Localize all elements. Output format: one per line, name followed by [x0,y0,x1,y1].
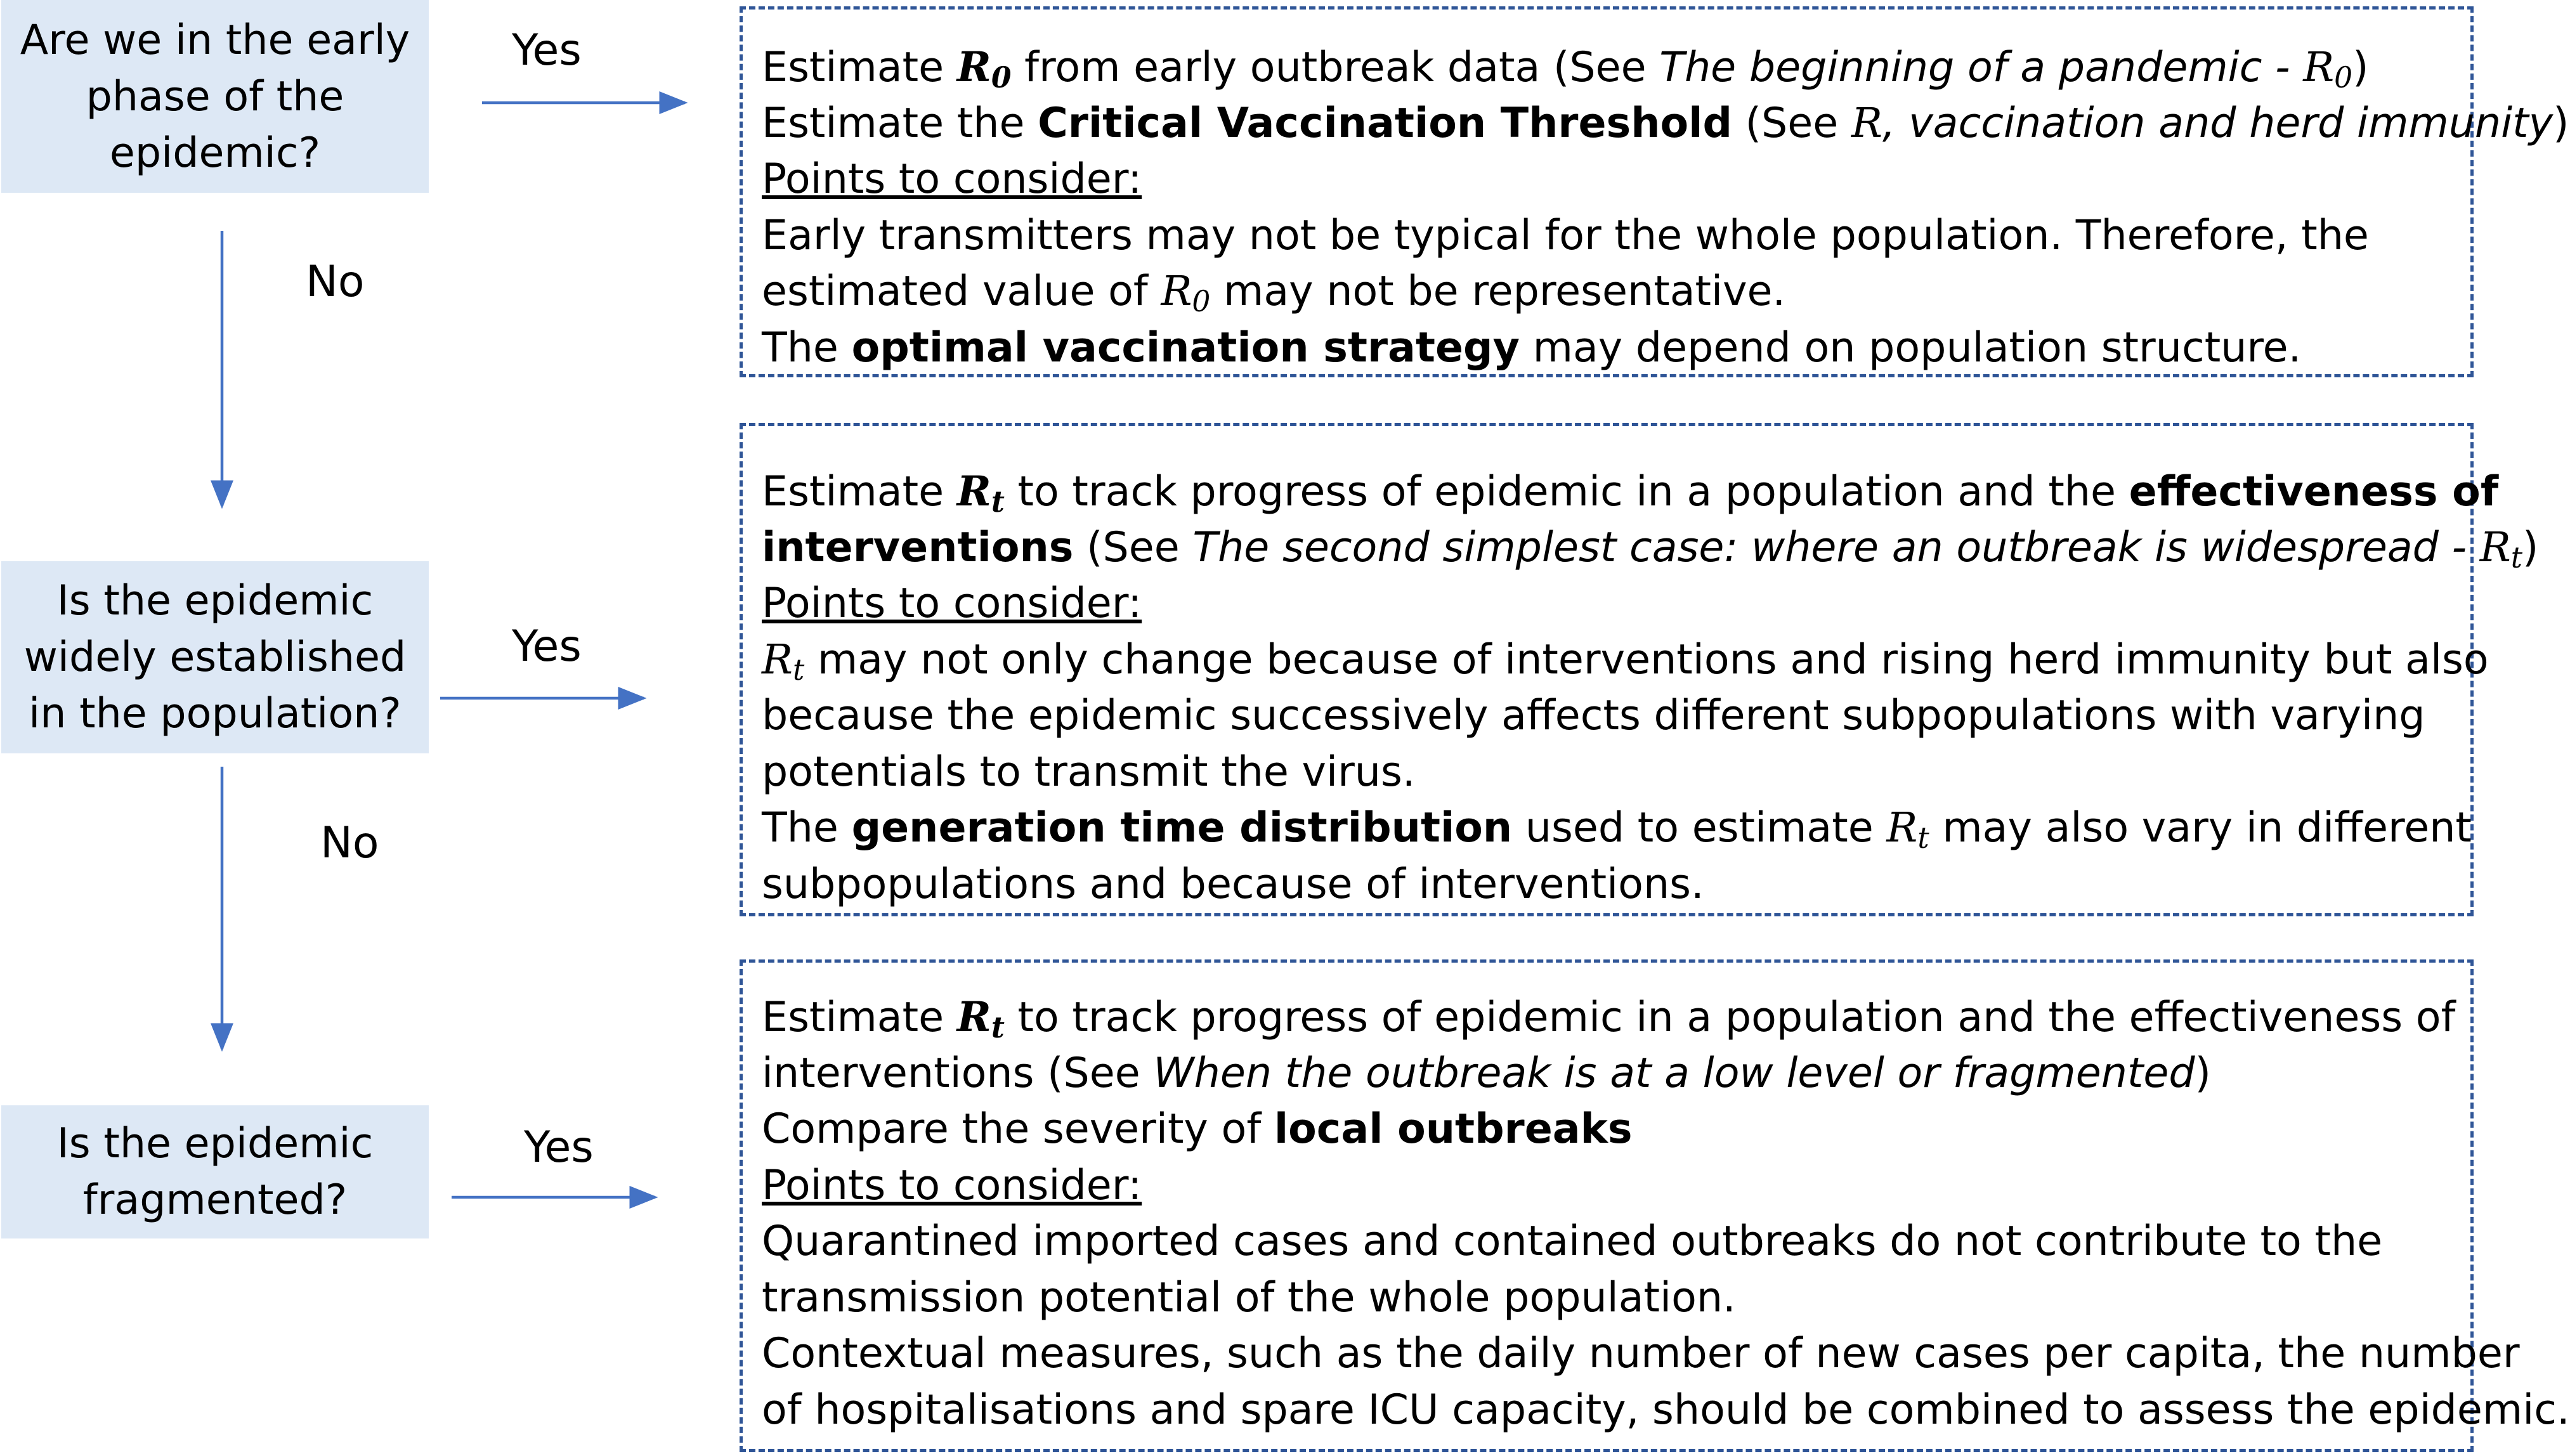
box1-cvt-estimate: Estimate the Critical Vaccination Threshold (See R, vaccination and herd immunity) [762,99,2569,147]
box3-rt-estimate: interventions (See When the outbreak is at a low level or fragmented) [762,1049,2211,1097]
box2-point-line: The generation time distribution used to estimate $R_t$ may also vary in different [762,804,2472,855]
no-label-2: No [320,818,379,868]
no-label-1: No [306,257,365,307]
box3-point-line: transmission potential of the whole population. [762,1273,1736,1322]
box3-rt-estimate: Estimate $R_t$ to track progress of epidemic in a population and the effectiveness of [762,993,2456,1044]
box2-point-line: subpopulations and because of interventions. [762,860,1704,908]
box1-point-line: Early transmitters may not be typical for the whole population. Therefore, the [762,211,2369,259]
box2-point-line: because the epidemic successively affects different subpopulations with varying [762,692,2425,739]
box2-point-line: potentials to transmit the virus. [762,748,1416,796]
info-box-fragmented [740,959,2570,1452]
box1-point-line: estimated value of $R_0$ may not be representative. [762,268,1786,318]
box3-point-line: Contextual measures, such as the daily number of new cases per capita, the number [762,1330,2520,1377]
yes-label-3: Yes [524,1122,594,1173]
box3-compare-severity: Compare the severity of local outbreaks [762,1105,1633,1153]
box1-r0-estimate: Estimate $R_0$ from early outbreak data (See The beginning of a pandemic - $R_0$) [762,43,2369,94]
info-box-widely-established [740,423,2539,916]
yes-label-1: Yes [512,25,582,75]
box2-rt-estimate: Estimate $R_t$ to track progress of epidemic in a population and the effectiveness of [762,467,2499,519]
question-early-phase: Are we in the early phase of the epidemic? [1,0,429,193]
box2-points-heading: Points to consider: [762,580,1142,627]
box1-point-line: The optimal vaccination strategy may depend on population structure. [762,323,2302,372]
box2-point-line: $R_t$ may not only change because of interventions and rising herd immunity but also [762,635,2489,687]
info-box-early-phase [740,6,2569,377]
box3-point-line: of hospitalisations and spare ICU capacity, should be combined to assess the epidemic. [762,1386,2570,1434]
box3-point-line: Quarantined imported cases and contained outbreaks do not contribute to the [762,1218,2383,1265]
box2-rt-estimate: interventions (See The second simplest case: where an outbreak is widespread - $R_t$) [762,523,2539,575]
question-widely-established: Is the epidemic widely established in the population? [1,561,429,753]
yes-label-2: Yes [512,621,582,672]
box1-points-heading: Points to consider: [762,155,1142,203]
question-fragmented: Is the epidemic fragmented? [1,1105,429,1238]
box3-points-heading: Points to consider: [762,1161,1142,1209]
